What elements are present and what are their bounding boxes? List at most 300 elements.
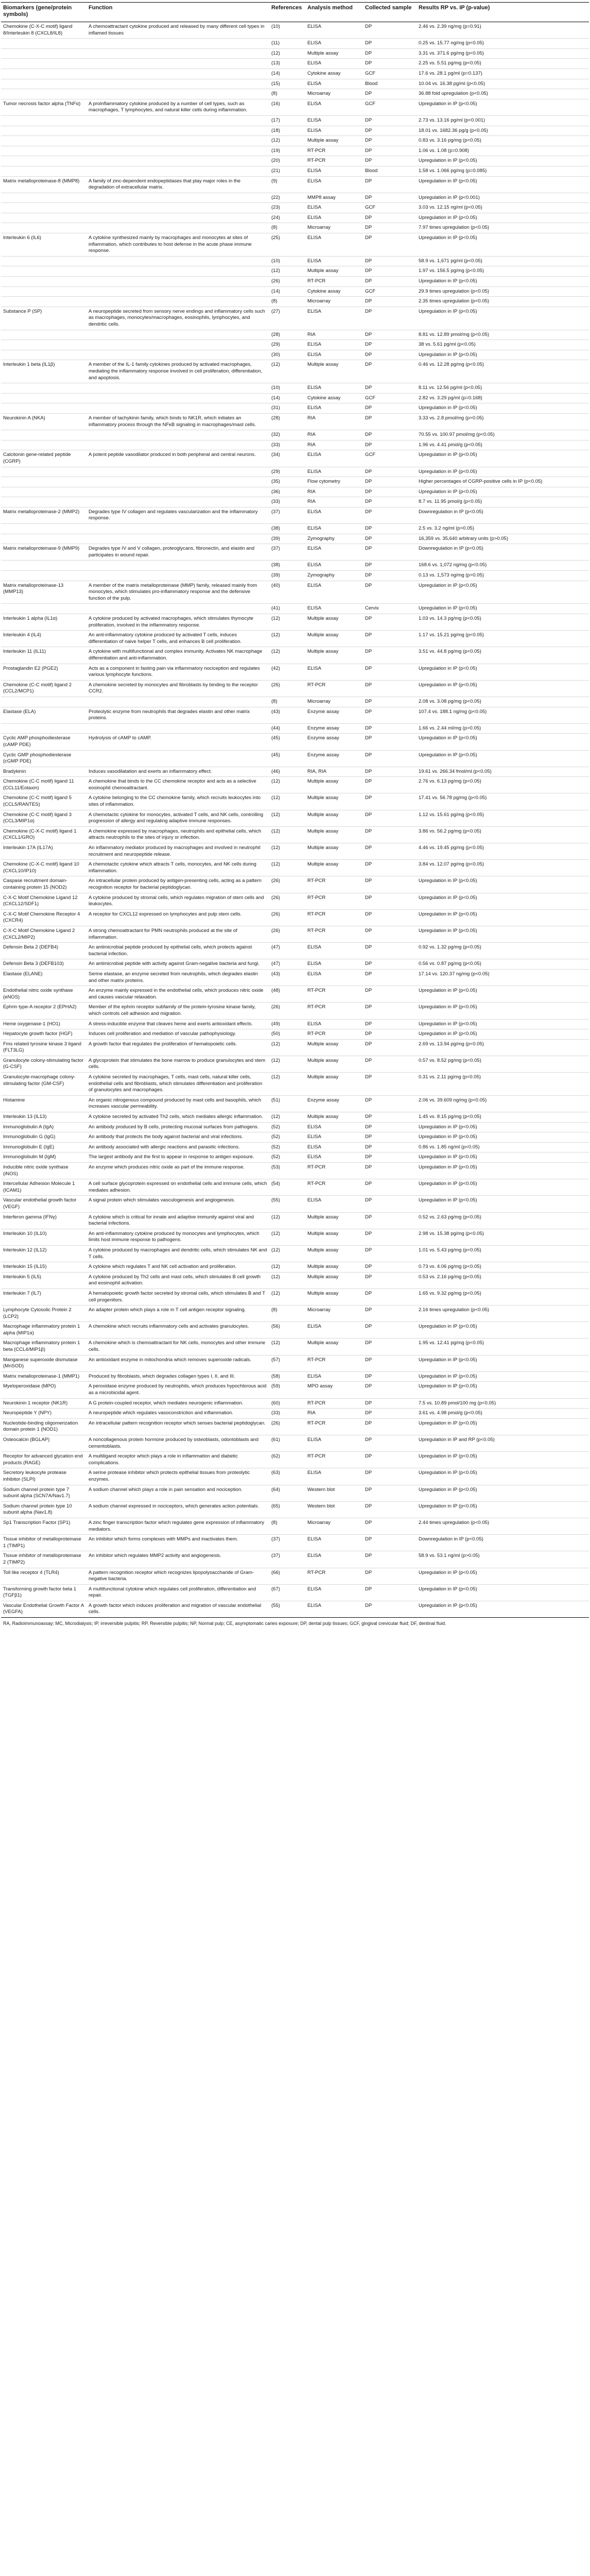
cell-reference: (54) bbox=[269, 1179, 305, 1196]
table-row bbox=[1, 89, 589, 99]
cell-reference: (33) bbox=[269, 440, 305, 450]
cell-result: 2.82 vs. 3.29 pg/ml (p=0.168) bbox=[417, 393, 589, 403]
cell-sample: DP bbox=[363, 631, 417, 647]
cell-reference: (36) bbox=[269, 487, 305, 497]
table-row bbox=[1, 233, 589, 257]
cell-reference: (45) bbox=[269, 734, 305, 750]
cell-result: 8.11 vs. 12.56 pg/ml (p<0.05) bbox=[417, 383, 589, 394]
cell-biomarker: Intercellular Adhesion Molecule 1 (ICAM1) bbox=[1, 1179, 86, 1196]
table-row bbox=[1, 571, 589, 581]
cell-sample: GCF bbox=[363, 393, 417, 403]
cell-sample: DP bbox=[363, 233, 417, 257]
table-row bbox=[1, 1418, 589, 1435]
cell-reference: (12) bbox=[269, 631, 305, 647]
cell-function: Serine elastase, an enzyme secreted from neutrophils, which degrades elastin and other matrix proteins. bbox=[86, 969, 269, 986]
table-row bbox=[1, 826, 589, 843]
cell-result: 0.83 vs. 3.16 pg/mg (p<0.05) bbox=[417, 136, 589, 146]
table-row bbox=[1, 524, 589, 534]
cell-result: Upregulation in IP (p<0.05) bbox=[417, 1452, 589, 1468]
cell-reference: (37) bbox=[269, 544, 305, 561]
cell-method: Microarray bbox=[305, 297, 363, 307]
cell-method: Zymography bbox=[305, 534, 363, 544]
cell-biomarker bbox=[1, 534, 86, 544]
cell-function: A chemokine expressed by macrophages, neutrophils and epithelial cells, which attracts neutrophils to the sites of injury or infection. bbox=[86, 826, 269, 843]
cell-sample: DP bbox=[363, 330, 417, 340]
cell-method: RT-PCR bbox=[305, 1452, 363, 1468]
cell-result: Upregulation in IP (p<0.05) bbox=[417, 467, 589, 477]
cell-function bbox=[86, 166, 269, 176]
cell-sample: GCF bbox=[363, 286, 417, 297]
cell-reference: (10) bbox=[269, 383, 305, 394]
cell-reference: (24) bbox=[269, 213, 305, 223]
cell-biomarker: Manganese superoxide dismutase (MnSOD) bbox=[1, 1355, 86, 1371]
cell-method: ELISA bbox=[305, 39, 363, 49]
cell-method: ELISA bbox=[305, 1322, 363, 1338]
cell-reference: (43) bbox=[269, 969, 305, 986]
table-row bbox=[1, 286, 589, 297]
cell-biomarker: Myeloperoxidase (MPO) bbox=[1, 1382, 86, 1398]
cell-reference: (29) bbox=[269, 340, 305, 350]
cell-reference: (21) bbox=[269, 166, 305, 176]
cell-biomarker: C-X-C Motif Chemokine Ligand 2 (CXCL2/MIP2) bbox=[1, 926, 86, 942]
cell-reference: (32) bbox=[269, 430, 305, 440]
cell-biomarker: Hepatocyte growth factor (HGF) bbox=[1, 1029, 86, 1040]
cell-reference: (39) bbox=[269, 534, 305, 544]
cell-biomarker: Nucleotide-binding oligomerization domain protein 1 (NOD1) bbox=[1, 1418, 86, 1435]
cell-method: Multiple assay bbox=[305, 631, 363, 647]
cell-function: An inflammatory mediator produced by macrophages and involved in neutrophil recruitment and neuropeptide release. bbox=[86, 843, 269, 860]
cell-sample: DP bbox=[363, 1196, 417, 1212]
cell-biomarker: Interleukin 4 (IL4) bbox=[1, 631, 86, 647]
table-row bbox=[1, 440, 589, 450]
cell-reference: (11) bbox=[269, 39, 305, 49]
cell-reference: (63) bbox=[269, 1468, 305, 1485]
cell-function: A neuropeptide which regulates vasoconstriction and inflammation. bbox=[86, 1409, 269, 1419]
cell-reference: (26) bbox=[269, 926, 305, 942]
cell-biomarker bbox=[1, 440, 86, 450]
cell-biomarker: Immunoglobulin A (IgA) bbox=[1, 1122, 86, 1132]
table-row bbox=[1, 1029, 589, 1040]
table-row bbox=[1, 843, 589, 860]
cell-biomarker bbox=[1, 487, 86, 497]
table-row bbox=[1, 1435, 589, 1452]
cell-result: Upregulation in IP (p<0.05) bbox=[417, 307, 589, 330]
cell-method: ELISA bbox=[305, 176, 363, 193]
cell-biomarker: Matrix metalloproteinase-1 (MMP1) bbox=[1, 1371, 86, 1382]
cell-sample: DP bbox=[363, 571, 417, 581]
cell-result: 0.73 vs. 4.06 pg/mg (p<0.05) bbox=[417, 1262, 589, 1273]
cell-function bbox=[86, 223, 269, 233]
cell-function: A family of zinc-dependent endopeptidases that play major roles in the degradation of extracellular matrix. bbox=[86, 176, 269, 193]
cell-reference: (38) bbox=[269, 561, 305, 571]
cell-method: ELISA bbox=[305, 1601, 363, 1617]
cell-biomarker: Chemokine (C-X-C motif) ligand 10 (CXCL10/IP10) bbox=[1, 860, 86, 876]
cell-biomarker: Immunoglobulin M (IgM) bbox=[1, 1153, 86, 1163]
cell-result: 70.55 vs. 100.97 pmol/mg (p<0.05) bbox=[417, 430, 589, 440]
cell-biomarker: Fms related tyrosine kinase 3 ligand (FLT3LG) bbox=[1, 1039, 86, 1056]
cell-function bbox=[86, 79, 269, 89]
cell-sample: DP bbox=[363, 723, 417, 734]
table-row bbox=[1, 297, 589, 307]
cell-result: Upregulation in IP (p<0.05) bbox=[417, 1122, 589, 1132]
header-references: References bbox=[269, 3, 305, 22]
table-row bbox=[1, 1122, 589, 1132]
cell-reference: (26) bbox=[269, 876, 305, 893]
cell-sample: DP bbox=[363, 48, 417, 59]
cell-function bbox=[86, 477, 269, 487]
table-row bbox=[1, 723, 589, 734]
cell-reference: (26) bbox=[269, 893, 305, 909]
cell-sample: DP bbox=[363, 1142, 417, 1153]
cell-function bbox=[86, 89, 269, 99]
cell-method: RT-PCR bbox=[305, 876, 363, 893]
cell-reference: (33) bbox=[269, 1409, 305, 1419]
table-row bbox=[1, 1073, 589, 1096]
cell-biomarker: Interleukin 12 (IL12) bbox=[1, 1245, 86, 1262]
cell-sample: DP bbox=[363, 297, 417, 307]
cell-biomarker bbox=[1, 723, 86, 734]
table-row bbox=[1, 1272, 589, 1289]
cell-method: RT-PCR bbox=[305, 926, 363, 942]
cell-sample: DP bbox=[363, 266, 417, 277]
table-row bbox=[1, 734, 589, 750]
cell-reference: (12) bbox=[269, 136, 305, 146]
cell-biomarker: Vascular endothelial growth factor (VEGF) bbox=[1, 1196, 86, 1212]
cell-sample: DP bbox=[363, 561, 417, 571]
cell-reference: (10) bbox=[269, 256, 305, 266]
cell-function: A chemotactic cytokine which attracts T cells, monocytes, and NK cells during inflammation. bbox=[86, 860, 269, 876]
cell-biomarker bbox=[1, 136, 86, 146]
cell-function: A cytokine produced by stromal cells, which regulates migration of stem cells and leukocytes. bbox=[86, 893, 269, 909]
cell-reference: (26) bbox=[269, 680, 305, 697]
cell-method: ELISA bbox=[305, 213, 363, 223]
cell-result: Upregulation in IP (p<0.05) bbox=[417, 176, 589, 193]
cell-method: RT-PCR bbox=[305, 1418, 363, 1435]
cell-reference: (8) bbox=[269, 297, 305, 307]
cell-sample: GCF bbox=[363, 450, 417, 467]
cell-result: 0.13 vs. 1,573 ng/mg (p>0.05) bbox=[417, 571, 589, 581]
cell-function: A chemokine which recruits inflammatory cells and activates granulocytes. bbox=[86, 1322, 269, 1338]
cell-biomarker: Histamine bbox=[1, 1095, 86, 1112]
header-function: Function bbox=[86, 3, 269, 22]
cell-method: Enzyme assay bbox=[305, 734, 363, 750]
cell-method: Multiple assay bbox=[305, 647, 363, 664]
cell-method: RIA bbox=[305, 487, 363, 497]
cell-method: ELISA bbox=[305, 1019, 363, 1029]
cell-function: A sodium channel expressed in nociceptors, which generates action potentials. bbox=[86, 1501, 269, 1518]
cell-sample: DP bbox=[363, 360, 417, 383]
cell-biomarker bbox=[1, 277, 86, 287]
cell-biomarker: Chemokine (C-C motif) ligand 2 (CCL2/MCP1) bbox=[1, 680, 86, 697]
cell-result: Higher percentages of CGRP-positive cells in IP (p<0.05) bbox=[417, 477, 589, 487]
cell-reference: (47) bbox=[269, 959, 305, 970]
cell-function bbox=[86, 487, 269, 497]
cell-sample: DP bbox=[363, 1338, 417, 1355]
cell-reference: (12) bbox=[269, 810, 305, 826]
cell-biomarker bbox=[1, 126, 86, 136]
cell-reference: (12) bbox=[269, 647, 305, 664]
cell-result: Upregulation in IP (p<0.05) bbox=[417, 1584, 589, 1601]
table-row bbox=[1, 1212, 589, 1229]
cell-function bbox=[86, 297, 269, 307]
cell-biomarker: Sp1 Transcription Factor (SP1) bbox=[1, 1518, 86, 1534]
cell-reference: (52) bbox=[269, 1153, 305, 1163]
cell-function: An anti-inflammatory cytokine produced by monocytes and lymphocytes, which limits host immune response to pathogens. bbox=[86, 1229, 269, 1245]
table-row bbox=[1, 403, 589, 414]
table-row bbox=[1, 99, 589, 115]
cell-biomarker: Interleukin 17A (IL17A) bbox=[1, 843, 86, 860]
cell-method: Cytokine assay bbox=[305, 286, 363, 297]
table-row bbox=[1, 707, 589, 723]
cell-reference: (45) bbox=[269, 750, 305, 767]
cell-result: Upregulation in IP (p<0.05) bbox=[417, 1601, 589, 1617]
table-row bbox=[1, 487, 589, 497]
cell-method: Western blot bbox=[305, 1485, 363, 1501]
cell-biomarker: Interleukin 5 (IL5) bbox=[1, 1272, 86, 1289]
cell-reference: (18) bbox=[269, 126, 305, 136]
table-row bbox=[1, 256, 589, 266]
table-row bbox=[1, 1019, 589, 1029]
cell-sample: DP bbox=[363, 1056, 417, 1072]
cell-biomarker bbox=[1, 286, 86, 297]
cell-method: ELISA bbox=[305, 544, 363, 561]
cell-reference: (13) bbox=[269, 59, 305, 69]
cell-reference: (66) bbox=[269, 1568, 305, 1584]
cell-method: MPO assay bbox=[305, 1382, 363, 1398]
cell-function bbox=[86, 430, 269, 440]
cell-biomarker: Calcitonin gene-related peptide (CGRP) bbox=[1, 450, 86, 467]
cell-function: A strong chemoattractant for PMN neutrophils produced at the site of inflammation. bbox=[86, 926, 269, 942]
cell-biomarker bbox=[1, 193, 86, 203]
table-row bbox=[1, 926, 589, 942]
cell-reference: (50) bbox=[269, 1029, 305, 1040]
cell-method: ELISA bbox=[305, 1142, 363, 1153]
cell-reference: (49) bbox=[269, 1019, 305, 1029]
cell-sample: DP bbox=[363, 750, 417, 767]
cell-function: A signal protein which stimulates vasculogenesis and angiogenesis. bbox=[86, 1196, 269, 1212]
cell-sample: DP bbox=[363, 487, 417, 497]
cell-sample: DP bbox=[363, 1468, 417, 1485]
cell-method: RIA, RIA bbox=[305, 767, 363, 777]
cell-function: The largest antibody and the first to appear in response to antigen exposure. bbox=[86, 1153, 269, 1163]
cell-function bbox=[86, 213, 269, 223]
cell-result: 2.06 vs. 39.609 ng/mg (p<0.05) bbox=[417, 1095, 589, 1112]
cell-reference: (12) bbox=[269, 266, 305, 277]
cell-reference: (34) bbox=[269, 450, 305, 467]
cell-function bbox=[86, 136, 269, 146]
cell-biomarker bbox=[1, 477, 86, 487]
table-row bbox=[1, 909, 589, 926]
cell-function bbox=[86, 286, 269, 297]
cell-function: A cytokine produced by Th2 cells and mast cells, which stimulates B cell growth and eosinophil activation. bbox=[86, 1272, 269, 1289]
cell-function: A serine protease inhibitor which protects epithelial tissues from proteolytic enzymes. bbox=[86, 1468, 269, 1485]
table-row bbox=[1, 340, 589, 350]
cell-biomarker: Substance P (SP) bbox=[1, 307, 86, 330]
cell-reference: (25) bbox=[269, 233, 305, 257]
table-row bbox=[1, 413, 589, 430]
table-row bbox=[1, 223, 589, 233]
cell-biomarker bbox=[1, 604, 86, 614]
cell-biomarker bbox=[1, 203, 86, 213]
cell-method: ELISA bbox=[305, 581, 363, 604]
cell-method: Multiple assay bbox=[305, 1056, 363, 1072]
cell-function: An inhibitor which regulates MMP2 activity and angiogenesis. bbox=[86, 1551, 269, 1568]
table-row bbox=[1, 69, 589, 79]
cell-sample: DP bbox=[363, 1039, 417, 1056]
cell-biomarker: Matrix metalloproteinase-9 (MMP9) bbox=[1, 544, 86, 561]
cell-result: 1.95 vs. 12.41 pg/mg (p<0.05) bbox=[417, 1338, 589, 1355]
cell-sample: DP bbox=[363, 176, 417, 193]
cell-reference: (28) bbox=[269, 330, 305, 340]
cell-reference: (52) bbox=[269, 1122, 305, 1132]
table-row bbox=[1, 277, 589, 287]
cell-function: An antibody that protects the body against bacterial and viral infections. bbox=[86, 1132, 269, 1143]
cell-result: 2.16 times upregulation (p<0.05) bbox=[417, 1306, 589, 1322]
cell-biomarker: Osteocalcin (BGLAP) bbox=[1, 1435, 86, 1452]
cell-method: Multiple assay bbox=[305, 614, 363, 631]
cell-reference: (52) bbox=[269, 1132, 305, 1143]
cell-result: Upregulation in IP (p<0.05) bbox=[417, 213, 589, 223]
table-row bbox=[1, 1371, 589, 1382]
table-row bbox=[1, 1132, 589, 1143]
table-row bbox=[1, 156, 589, 166]
cell-reference: (12) bbox=[269, 843, 305, 860]
cell-sample: DP bbox=[363, 1073, 417, 1096]
cell-method: ELISA bbox=[305, 256, 363, 266]
cell-biomarker: Macrophage inflammatory protein 1 alpha (MIP1α) bbox=[1, 1322, 86, 1338]
cell-method: ELISA bbox=[305, 1535, 363, 1551]
cell-method: Western blot bbox=[305, 1501, 363, 1518]
cell-reference: (28) bbox=[269, 413, 305, 430]
cell-reference: (12) bbox=[269, 1272, 305, 1289]
table-row bbox=[1, 1584, 589, 1601]
cell-reference: (26) bbox=[269, 1003, 305, 1019]
cell-function: Induces cell proliferation and mediation of vascular pathophysiology. bbox=[86, 1029, 269, 1040]
cell-reference: (39) bbox=[269, 571, 305, 581]
cell-method: RIA bbox=[305, 440, 363, 450]
cell-method: ELISA bbox=[305, 307, 363, 330]
cell-function: Degrades type IV and V collagen, proteoglycans, fibronectin, and elastin and participates in wound repair. bbox=[86, 544, 269, 561]
table-row bbox=[1, 1535, 589, 1551]
table-row bbox=[1, 1289, 589, 1305]
cell-method: Multiple assay bbox=[305, 826, 363, 843]
table-row bbox=[1, 1039, 589, 1056]
cell-function: A neuropeptide secreted from sensory nerve endings and inflammatory cells such as macrophages, monocytes/macrophages, eosinophils, lymphocytes, and dendritic cells. bbox=[86, 307, 269, 330]
table-header-row bbox=[1, 3, 589, 22]
table-row bbox=[1, 1306, 589, 1322]
cell-sample: DP bbox=[363, 943, 417, 959]
table-row bbox=[1, 450, 589, 467]
cell-method: ELISA bbox=[305, 943, 363, 959]
cell-sample: DP bbox=[363, 734, 417, 750]
cell-result: 1.58 vs. 1.066 pg/mg (p=0.085) bbox=[417, 166, 589, 176]
cell-result: 4.46 vs. 19.45 pg/mg (p<0.05) bbox=[417, 843, 589, 860]
table-row bbox=[1, 767, 589, 777]
cell-sample: DP bbox=[363, 876, 417, 893]
cell-sample: DP bbox=[363, 136, 417, 146]
cell-result: 3.61 vs. 4.98 pmol/g (p<0.05) bbox=[417, 1409, 589, 1419]
cell-method: Multiple assay bbox=[305, 1262, 363, 1273]
cell-method: ELISA bbox=[305, 524, 363, 534]
cell-function: A cytokine which is critical for innate and adaptive immunity against viral and bacterial infections. bbox=[86, 1212, 269, 1229]
header-collected-sample: Collected sample bbox=[363, 3, 417, 22]
cell-reference: (26) bbox=[269, 277, 305, 287]
cell-function bbox=[86, 39, 269, 49]
cell-result: 38 vs. 5.61 pg/ml (p<0.05) bbox=[417, 340, 589, 350]
table-row bbox=[1, 1112, 589, 1123]
cell-method: Flow cytometry bbox=[305, 477, 363, 487]
cell-reference: (29) bbox=[269, 467, 305, 477]
cell-function: A multiligand receptor which plays a role in inflammation and diabetic complications. bbox=[86, 1452, 269, 1468]
cell-reference: (19) bbox=[269, 146, 305, 156]
cell-sample: DP bbox=[363, 340, 417, 350]
cell-method: ELISA bbox=[305, 1196, 363, 1212]
table-row bbox=[1, 986, 589, 1003]
cell-biomarker: Neurokinin 1 receptor (NK1R) bbox=[1, 1398, 86, 1409]
cell-method: ELISA bbox=[305, 1371, 363, 1382]
cell-method: ELISA bbox=[305, 664, 363, 680]
cell-function bbox=[86, 350, 269, 360]
cell-method: ELISA bbox=[305, 126, 363, 136]
cell-sample: DP bbox=[363, 986, 417, 1003]
cell-method: Cytokine assay bbox=[305, 69, 363, 79]
cell-result: 1.97 vs. 156.5 pg/mg (p<0.05) bbox=[417, 266, 589, 277]
cell-sample: DP bbox=[363, 256, 417, 266]
cell-function: A receptor for CXCL12 expressed on lymphocytes and pulp stem cells. bbox=[86, 909, 269, 926]
cell-sample: DP bbox=[363, 1122, 417, 1132]
cell-function: Hydrolysis of cAMP to cAMP. bbox=[86, 734, 269, 750]
cell-biomarker: Matrix metalloproteinase-13 (MMP13) bbox=[1, 581, 86, 604]
table-row bbox=[1, 893, 589, 909]
cell-result: 0.46 vs. 12.28 pg/mg (p<0.05) bbox=[417, 360, 589, 383]
cell-result: 107.4 vs. 188.1 ng/mg (p<0.05) bbox=[417, 707, 589, 723]
table-row bbox=[1, 507, 589, 523]
cell-biomarker: Chemokine (C-X-C motif) ligand 1 (CXCL1/GRO) bbox=[1, 826, 86, 843]
cell-result: 168.6 vs. 1,072 ng/mg (p<0.05) bbox=[417, 561, 589, 571]
cell-biomarker: Granulocyte-macrophage colony-stimulating factor (GM-CSF) bbox=[1, 1073, 86, 1096]
cell-reference: (8) bbox=[269, 1306, 305, 1322]
cell-method: Microarray bbox=[305, 223, 363, 233]
cell-result: Upregulation in IP (p<0.05) bbox=[417, 1322, 589, 1338]
cell-method: ELISA bbox=[305, 203, 363, 213]
cell-result: Upregulation in IP (p<0.05) bbox=[417, 233, 589, 257]
cell-reference: (60) bbox=[269, 1398, 305, 1409]
cell-sample: DP bbox=[363, 1306, 417, 1322]
cell-function: A noncollagenous protein hormone produced by osteoblasts, odontoblasts and cementoblasts. bbox=[86, 1435, 269, 1452]
cell-biomarker: Chemokine (C-C motif) ligand 11 (CCL11/Eotaxin) bbox=[1, 777, 86, 793]
cell-biomarker bbox=[1, 79, 86, 89]
cell-biomarker: Cyclic AMP phosphodiesterase (cAMP PDE) bbox=[1, 734, 86, 750]
cell-biomarker bbox=[1, 297, 86, 307]
cell-method: Multiple assay bbox=[305, 793, 363, 810]
cell-function: A hematopoietic growth factor secreted by stromal cells, which stimulates B and T cell progenitors. bbox=[86, 1289, 269, 1305]
cell-method: ELISA bbox=[305, 22, 363, 39]
cell-method: Enzyme assay bbox=[305, 1095, 363, 1112]
cell-sample: DP bbox=[363, 1019, 417, 1029]
cell-function: A cytokine belonging to the CC chemokine family, which recruits leukocytes into sites of inflammation. bbox=[86, 793, 269, 810]
cell-biomarker: Chemokine (C-C motif) ligand 5 (CCL5/RANTES) bbox=[1, 793, 86, 810]
table-row bbox=[1, 22, 589, 39]
cell-method: RIA bbox=[305, 330, 363, 340]
cell-method: Multiple assay bbox=[305, 1272, 363, 1289]
cell-method: ELISA bbox=[305, 467, 363, 477]
cell-reference: (14) bbox=[269, 393, 305, 403]
cell-result: Upregulation in IP (p<0.05) bbox=[417, 1153, 589, 1163]
table-row bbox=[1, 614, 589, 631]
cell-method: Multiple assay bbox=[305, 810, 363, 826]
cell-result: 16,359 vs. 35,640 arbitrary units (p>0.05) bbox=[417, 534, 589, 544]
table-row bbox=[1, 330, 589, 340]
